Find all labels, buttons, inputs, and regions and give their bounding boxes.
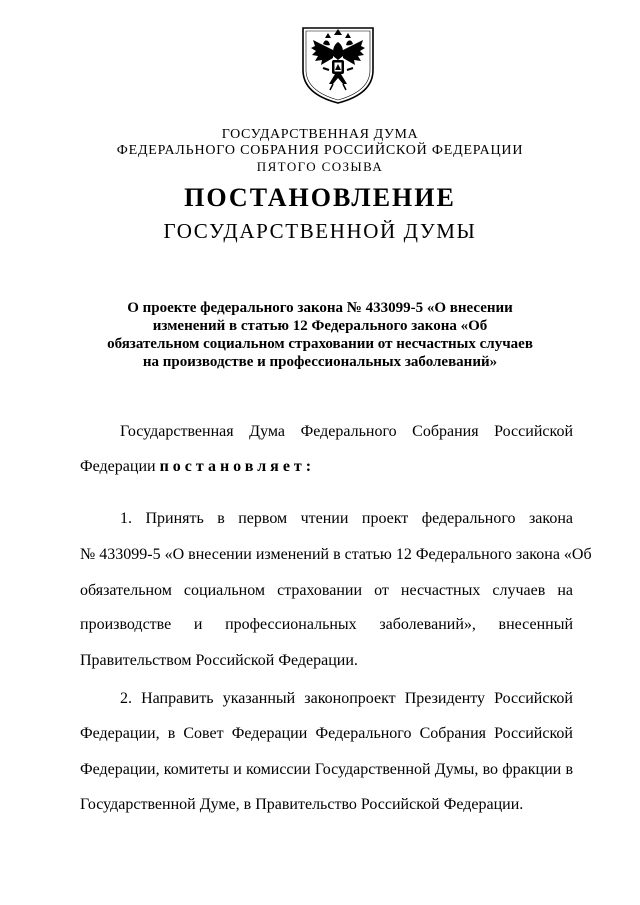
intro-line-1: Государственная Дума Федерального Собрания Российской: [120, 423, 573, 440]
subject-line-3: обязательном социальном страховании от несчастных случаев: [107, 336, 533, 352]
header-line-1: ГОСУДАРСТВЕННАЯ ДУМА: [221, 127, 419, 142]
intro-prefix: Федерации: [80, 458, 160, 475]
item1-line-3: обязательном социальном страховании от несчастных случаев на: [80, 582, 573, 599]
coat-of-arms-icon: [299, 24, 377, 106]
intro-line-2: [80, 458, 573, 476]
header-line-2: ФЕДЕРАЛЬНОГО СОБРАНИЯ РОССИЙСКОЙ ФЕДЕРАЦИИ: [116, 143, 524, 158]
item2-line-3: Федерации, комитеты и комиссии Государственной Думы, во фракции в: [80, 761, 573, 778]
header-line-3: ПЯТОГО СОЗЫВА: [256, 159, 384, 174]
subject-line-1: О проекте федерального закона № 433099-5 «О внесении: [127, 300, 513, 316]
item2-line-1: 2. Направить указанный законопроект Президенту Российской: [120, 690, 573, 707]
item1-line-1: 1. Принять в первом чтении проект федерального закона: [120, 510, 573, 527]
item1-line-2: № 433099-5 «О внесении изменений в статью 12 Федерального закона «Об: [80, 546, 592, 563]
item1-line-4: производстве и профессиональных заболеваний», внесенный: [80, 616, 573, 633]
subject-line-2: изменений в статью 12 Федерального закона «Об: [152, 318, 488, 334]
item2-line-2: Федерации, в Совет Федерации Федерального Собрания Российской: [80, 725, 573, 742]
item2-line-4: Государственной Думе, в Правительство Российской Федерации.: [80, 796, 524, 813]
subject-line-4: на производстве и профессиональных заболеваний»: [142, 354, 498, 370]
decree-word: постановляет:: [159, 458, 316, 475]
item1-line-5: Правительством Российской Федерации.: [80, 652, 358, 669]
document-subtitle: ГОСУДАРСТВЕННОЙ ДУМЫ: [163, 219, 477, 243]
document-title: ПОСТАНОВЛЕНИЕ: [184, 183, 456, 212]
